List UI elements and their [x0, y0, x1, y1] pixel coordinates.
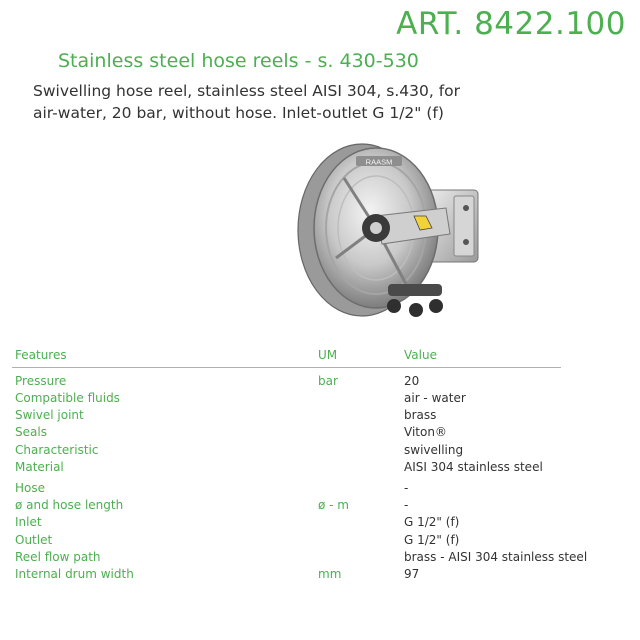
product-description: Swivelling hose reel, stainless steel AISI 304, s.430, for air-water, 20 bar, without hose. Inlet-outlet G 1/2" (f) — [33, 82, 461, 122]
value-cell: Viton® — [404, 425, 447, 439]
um-cell: mm — [318, 567, 342, 581]
table-row — [0, 408, 640, 425]
header-um: UM — [318, 348, 338, 362]
table-row — [0, 391, 640, 408]
header-features: Features — [15, 348, 67, 362]
hose-reel-icon — [296, 138, 486, 322]
feature-cell: Seals — [15, 425, 47, 439]
feature-cell: Outlet — [15, 533, 53, 547]
reel-brand-label: RAASM — [365, 157, 393, 167]
feature-cell: Swivel joint — [15, 408, 84, 422]
feature-cell: Compatible fluids — [15, 391, 120, 405]
value-cell: swivelling — [404, 443, 464, 457]
value-cell: AISI 304 stainless steel — [404, 460, 543, 474]
table-row — [0, 443, 640, 460]
value-cell: - — [404, 498, 409, 512]
value-cell: G 1/2" (f) — [404, 515, 460, 529]
feature-cell: Characteristic — [15, 443, 99, 457]
table-row — [0, 515, 640, 532]
article-number: ART. 8422.100 — [396, 6, 626, 42]
value-cell: air - water — [404, 391, 466, 405]
feature-cell: Internal drum width — [15, 567, 134, 581]
value-cell: G 1/2" (f) — [404, 533, 460, 547]
table-row — [0, 498, 640, 515]
feature-cell: Material — [15, 460, 64, 474]
header-divider — [12, 367, 561, 368]
header-value: Value — [404, 348, 437, 362]
table-row — [0, 481, 640, 498]
feature-cell: Reel flow path — [15, 550, 101, 564]
table-row — [0, 374, 640, 391]
table-row — [0, 550, 640, 567]
feature-cell: Pressure — [15, 374, 67, 388]
value-cell: - — [404, 481, 409, 495]
value-cell: 97 — [404, 567, 420, 581]
value-cell: brass — [404, 408, 437, 422]
table-row — [0, 425, 640, 442]
feature-cell: ø and hose length — [15, 498, 124, 512]
feature-cell: Hose — [15, 481, 45, 495]
feature-cell: Inlet — [15, 515, 42, 529]
value-cell: brass - AISI 304 stainless steel — [404, 550, 588, 564]
um-cell: bar — [318, 374, 338, 388]
value-cell: 20 — [404, 374, 420, 388]
um-cell: ø - m — [318, 498, 349, 512]
series-title: Stainless steel hose reels - s. 430-530 — [58, 50, 419, 72]
table-row — [0, 460, 640, 477]
table-row — [0, 567, 640, 584]
table-row — [0, 533, 640, 550]
